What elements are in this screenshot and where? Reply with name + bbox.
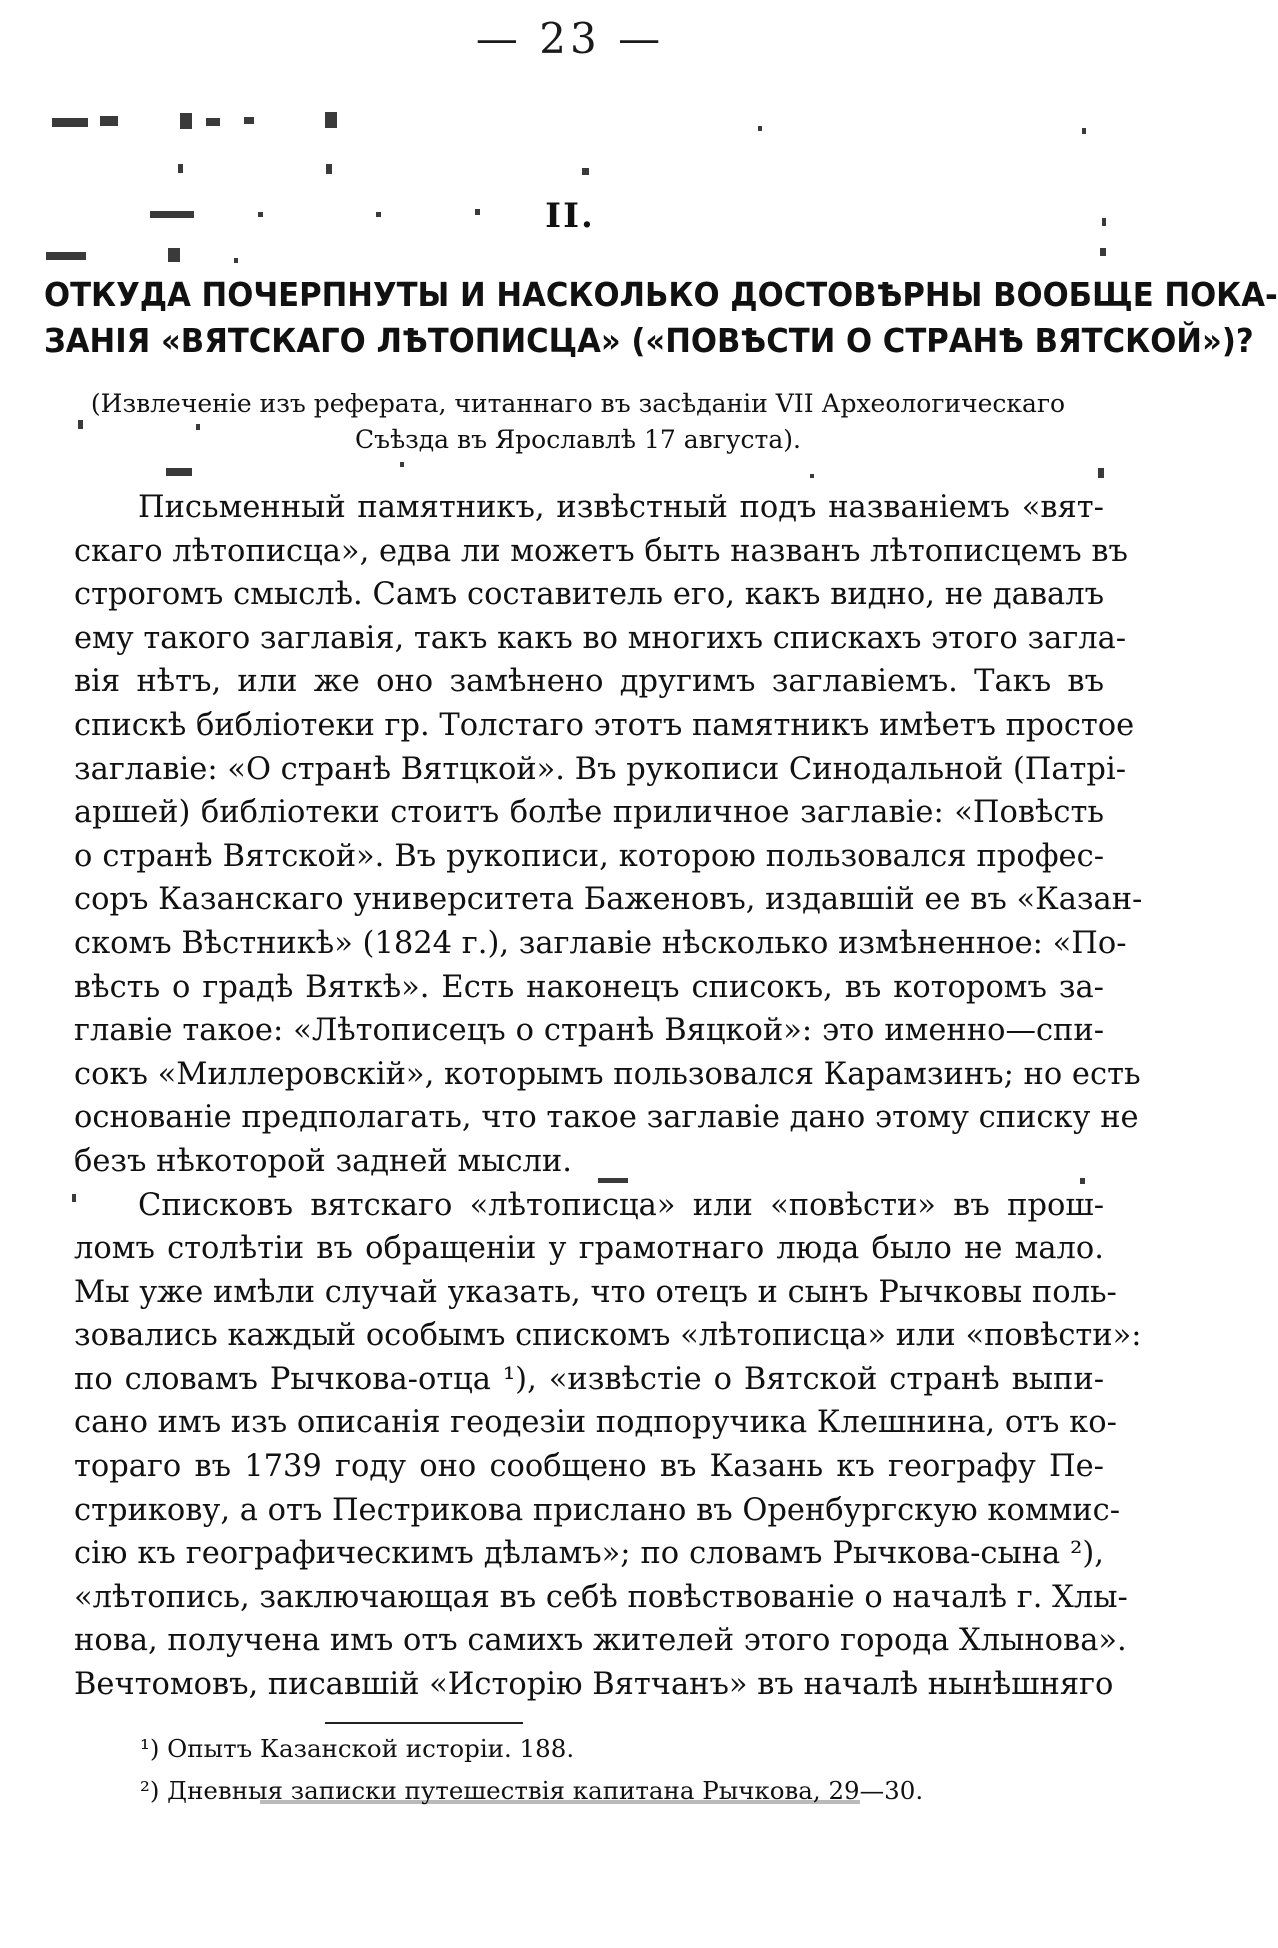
body-line: Вечтомовъ, писавшій «Исторію Вятчанъ» въ началѣ нынѣшняго: [74, 1667, 1114, 1703]
body-line: ломъ столѣтіи въ обращеніи у грамотнаго люда было не мало.: [74, 1231, 1104, 1267]
subtitle-line: (Извлеченіе изъ реферата, читаннаго въ засѣданіи VII Археологическаго: [90, 389, 1066, 418]
body-line: вія нѣтъ, или же оно замѣнено другимъ заглавіемъ. Такъ въ: [74, 664, 1104, 700]
subtitle-line: Съѣзда въ Ярославлѣ 17 августа).: [355, 425, 801, 454]
body-line: вѣсть о градѣ Вяткѣ». Есть наконецъ списокъ, въ которомъ за-: [74, 969, 1104, 1005]
body-line: «лѣтопись, заключающая въ себѣ повѣствованіе о началѣ г. Хлы-: [74, 1579, 1128, 1615]
article-title: [44, 272, 1278, 364]
body-text: [74, 486, 1143, 1707]
title-line: ЗАНІЯ «ВЯТСКАГО ЛѢТОПИСЦА» («ПОВѢСТИ О СТРАНѢ ВЯТСКОЙ»)?: [44, 321, 1254, 360]
body-line: Письменный памятникъ, извѣстный подъ названіемъ «вят-: [138, 490, 1104, 525]
body-line: нова, получена имъ отъ самихъ жителей этого города Хлынова».: [74, 1623, 1127, 1659]
body-line: тораго въ 1739 году оно сообщено въ Казань къ географу Пе-: [74, 1449, 1104, 1485]
body-line: спискѣ библіотеки гр. Толстаго этотъ памятникъ имѣетъ простое: [74, 707, 1135, 743]
body-line: о странѣ Вятской». Въ рукописи, которою пользовался профес-: [74, 838, 1104, 874]
title-line: ОТКУДА ПОЧЕРПНУТЫ И НАСКОЛЬКО ДОСТОВѢРНЫ ВООБЩЕ ПОКА-: [44, 275, 1278, 314]
body-line: основаніе предполагать, что такое заглавіе дано этому списку не: [74, 1100, 1139, 1136]
body-line: сію къ географическимъ дѣламъ»; по словамъ Рычкова-сына ²),: [74, 1536, 1104, 1572]
body-line: Мы уже имѣли случай указать, что отецъ и сынъ Рычковы поль-: [74, 1274, 1117, 1310]
body-line: аршей) библіотеки стоитъ болѣе приличное заглавіе: «Повѣсть: [74, 795, 1104, 831]
body-line: скаго лѣтописца», едва ли можетъ быть названъ лѣтописцемъ въ: [74, 533, 1128, 569]
body-line: скомъ Вѣстникѣ» (1824 г.), заглавіе нѣсколько измѣненное: «По-: [74, 925, 1127, 961]
body-line: безъ нѣкоторой задней мысли.: [74, 1143, 572, 1179]
page-number: — 23 —: [475, 14, 665, 63]
footnote-1: ¹) Опытъ Казанской исторіи. 188.: [140, 1734, 575, 1763]
body-line: строгомъ смыслѣ. Самъ составитель его, какъ видно, не давалъ: [74, 577, 1104, 613]
footnote-2: ²) Дневныя записки путешествія капитана Рычкова, 29—30.: [140, 1776, 924, 1805]
body-line: по словамъ Рычкова-отца ¹), «извѣстіе о Вятской странѣ выпи-: [74, 1361, 1104, 1397]
body-line: соръ Казанскаго университета Баженовъ, издавшій ее въ «Казан-: [74, 882, 1143, 918]
footnote-divider: [325, 1722, 523, 1724]
section-number: II.: [545, 196, 595, 236]
body-line: главіе такое: «Лѣтописецъ о странѣ Вяцкой»: это именно—спи-: [74, 1013, 1104, 1049]
article-subtitle: [78, 386, 1078, 458]
body-line: Списковъ вятскаго «лѣтописца» или «повѣсти» въ прош-: [138, 1187, 1104, 1223]
footnotes: [140, 1728, 1040, 1812]
body-line: сокъ «Миллеровскій», которымъ пользовался Карамзинъ; но есть: [74, 1056, 1141, 1092]
body-line: стрикову, а отъ Пестрикова прислано въ Оренбургскую коммис-: [74, 1492, 1121, 1528]
body-line: зовались каждый особымъ спискомъ «лѣтописца» или «повѣсти»:: [74, 1318, 1142, 1354]
body-line: сано имъ изъ описанія геодезіи подпоручика Клешнина, отъ ко-: [74, 1405, 1117, 1441]
body-line: заглавіе: «О странѣ Вятцкой». Въ рукописи Синодальной (Патрі-: [74, 751, 1127, 787]
body-line: ему такого заглавія, такъ какъ во многихъ спискахъ этого загла-: [74, 620, 1127, 656]
